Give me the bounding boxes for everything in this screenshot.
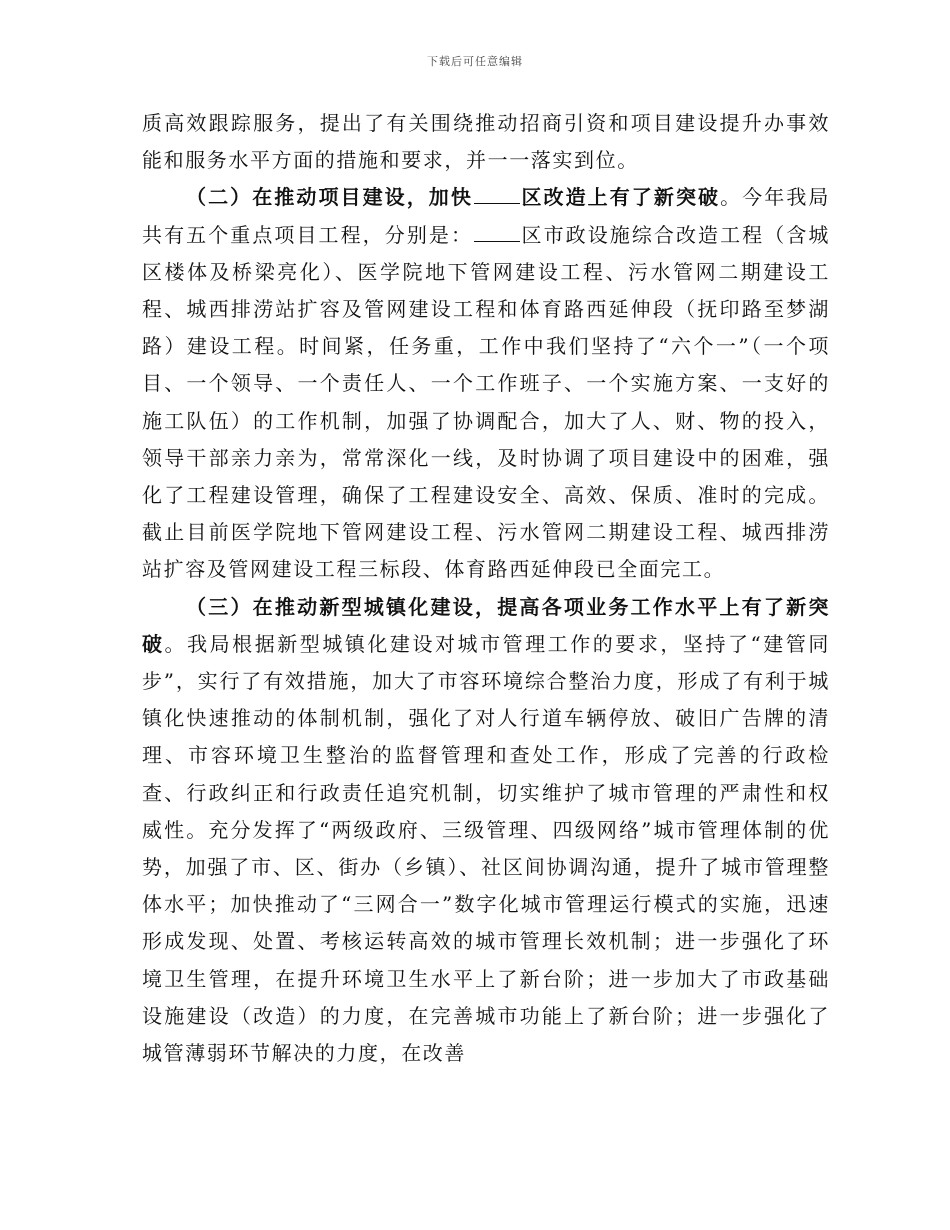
page-header: 下载后可任意编辑 bbox=[427, 55, 523, 68]
paragraph-3-heading: （三）在推动新型城镇化建设，提高各项业务工作水平上有了新突破 bbox=[142, 594, 830, 656]
paragraph-2 bbox=[142, 179, 830, 588]
document-body bbox=[142, 105, 830, 1072]
paragraph-2-text-a: 。今年我局共有五个重点项目工程，分别是： bbox=[142, 185, 831, 247]
paragraph-1 bbox=[142, 105, 830, 179]
blank-underline bbox=[474, 185, 520, 204]
paragraph-2-heading-b: 区改造上有了新突破 bbox=[520, 185, 721, 210]
paragraph-2-heading-a: （二）在推动项目建设，加快 bbox=[186, 185, 473, 210]
paragraph-1-text: 质高效跟踪服务，提出了有关围绕推动招商引资和项目建设提升办事效能和服务水平方面的措施和要求，并一一落实到位。 bbox=[142, 111, 830, 173]
blank-underline bbox=[474, 223, 520, 242]
paragraph-3-text: 。我局根据新型城镇化建设对城市管理工作的要求，坚持了“建管同步”，实行了有效措施，加大了市容环境综合整治力度，形成了有利于城镇化快速推动的体制机制，强化了对人行道车辆停放、破旧广告牌的清理、市容环境卫生整治的监督管理和查处工作，形成了完善的行政检查、行政纠正和行政责任追究机制，切实维护了城市管理的严肃性和权威性。充分发挥了“两级政府、三级管理、四级网络”城市管理体制的优势，加强了市、区、街办（乡镇）、社区间协调沟通，提升了城市管理整体水平；加快推动了“三网合一”数字化城市管理运行模式的实施，迅速形成发现、处置、考核运转高效的城市管理长效机制；进一步强化了环境卫生管理，在提升环境卫生水平上了新台阶；进一步加大了市政基础设施建设（改造）的力度，在完善城市功能上了新台阶；进一步强化了城管薄弱环节解决的力度，在改善 bbox=[142, 631, 830, 1066]
paragraph-3 bbox=[142, 589, 830, 1073]
paragraph-2-text-b: 区市政设施综合改造工程（含城区楼体及桥梁亮化）、医学院地下管网建设工程、污水管网二期建设工程、城西排涝站扩容及管网建设工程和体育路西延伸段（抚印路至梦湖路）建设工程。时间紧，任务重，工作中我们坚持了“六个一”（一个项目、一个领导、一个责任人、一个工作班子、一个实施方案、一支好的施工队伍）的工作机制，加强了协调配合，加大了人、财、物的投入，领导干部亲力亲为，常常深化一线，及时协调了项目建设中的困难，强化了工程建设管理，确保了工程建设安全、高效、保质、准时的完成。截止目前医学院地下管网建设工程、污水管网二期建设工程、城西排涝站扩容及管网建设工程三标段、体育路西延伸段已全面完工。 bbox=[142, 222, 830, 582]
